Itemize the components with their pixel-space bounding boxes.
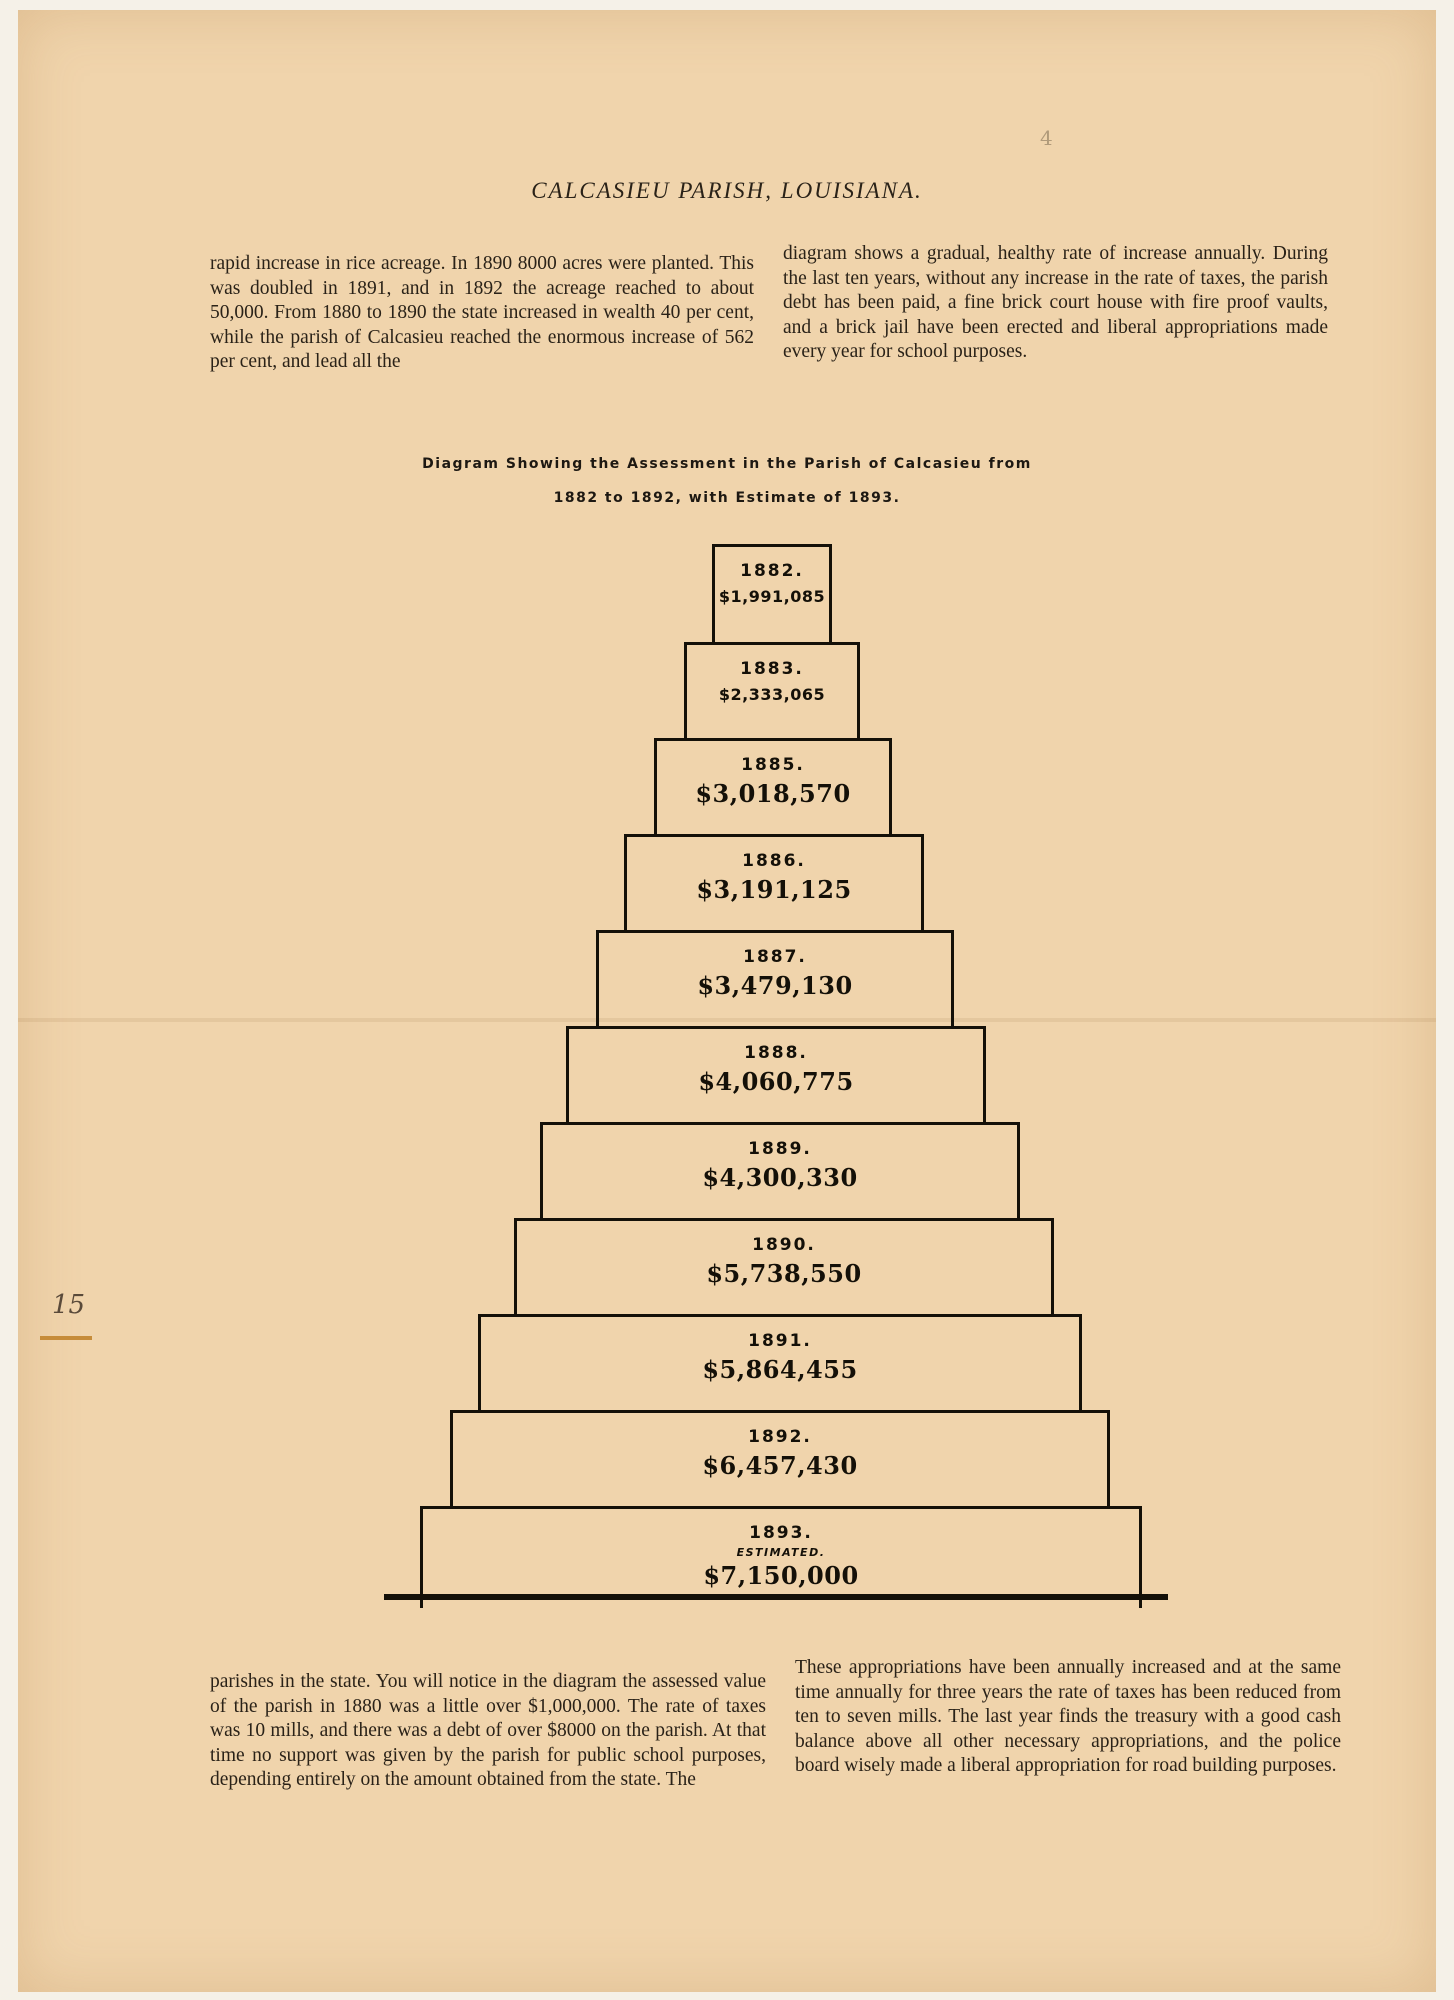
bottom-right-paragraph: These appropriations have been annually increased and at the same time annually for three years the rate of taxes has been reduced from ten to seven mills. The last year finds the treasury with a good cash balance above all other necessary appropriations, and the police board wisely made a liberal appropriation for road building purposes. bbox=[795, 1657, 1341, 1776]
tier-year: 1891. bbox=[748, 1331, 812, 1351]
top-right-paragraph: diagram shows a gradual, healthy rate of increase annually. During the last ten years, without any increase in the rate of taxes, the parish debt has been paid, a fine brick court house with fire proof vaults, and a brick jail have been erected and liberal appropriations made every year for school purposes. bbox=[783, 243, 1328, 362]
tier-value: $5,738,550 bbox=[706, 1259, 862, 1288]
running-head: CALCASIEU PARISH, LOUISIANA. bbox=[531, 178, 923, 203]
diagram-caption-line2: 1882 to 1892, with Estimate of 1893. bbox=[553, 490, 901, 506]
tier-year: 1890. bbox=[752, 1235, 816, 1255]
tier-value: $4,060,775 bbox=[698, 1067, 854, 1096]
bottom-left-column bbox=[210, 1670, 766, 1793]
tier-estimated-note: ESTIMATED. bbox=[736, 1546, 826, 1559]
margin-handwritten-note: 15 bbox=[52, 1290, 86, 1320]
top-left-column bbox=[210, 252, 754, 375]
tier-year: 1886. bbox=[742, 851, 806, 871]
tier-value: $6,457,430 bbox=[702, 1451, 858, 1480]
tier-year: 1882. bbox=[740, 561, 804, 581]
tier-year: 1893. bbox=[749, 1523, 813, 1543]
tier-value: $3,191,125 bbox=[696, 875, 852, 904]
bottom-right-column bbox=[795, 1656, 1341, 1779]
top-left-paragraph: rapid increase in rice acreage. In 1890 8000 acres were planted. This was doubled in 1891, and in 1892 the acreage reached to about 50,000. From 1880 to 1890 the state increased in wealth 40 per cent, while the parish of Calcasieu reached the enormous increase of 562 per cent, and lead all the bbox=[210, 253, 754, 372]
tier-year: 1889. bbox=[748, 1139, 812, 1159]
tier-value: $2,333,065 bbox=[718, 685, 826, 704]
tier-value: $4,300,330 bbox=[702, 1163, 858, 1192]
tier-year: 1887. bbox=[743, 947, 807, 967]
tier-year: 1892. bbox=[748, 1427, 812, 1447]
diagram-caption-line1: Diagram Showing the Assessment in the Parish of Calcasieu from bbox=[422, 456, 1032, 472]
tier-value: $7,150,000 bbox=[703, 1561, 859, 1590]
tier-value: $1,991,085 bbox=[718, 587, 826, 606]
tier-year: 1883. bbox=[740, 659, 804, 679]
top-right-column bbox=[783, 242, 1328, 365]
page-fold bbox=[18, 1018, 1436, 1022]
tier-value: $3,018,570 bbox=[695, 779, 851, 808]
folio-mark: 4 bbox=[1040, 126, 1053, 150]
tier-value: $5,864,455 bbox=[702, 1355, 858, 1384]
tier-year: 1885. bbox=[741, 755, 805, 775]
tier-value: $3,479,130 bbox=[697, 971, 853, 1000]
margin-stain-mark bbox=[40, 1336, 92, 1340]
tier-year: 1888. bbox=[744, 1043, 808, 1063]
bottom-left-paragraph: parishes in the state. You will notice in the diagram the assessed value of the parish in 1880 was a little over $1,000,000. The rate of taxes was 10 mills, and there was a debt of over $8000 on the parish. At that time no support was given by the parish for public school purposes, depending entirely on the amount obtained from the state. The bbox=[210, 1671, 766, 1790]
